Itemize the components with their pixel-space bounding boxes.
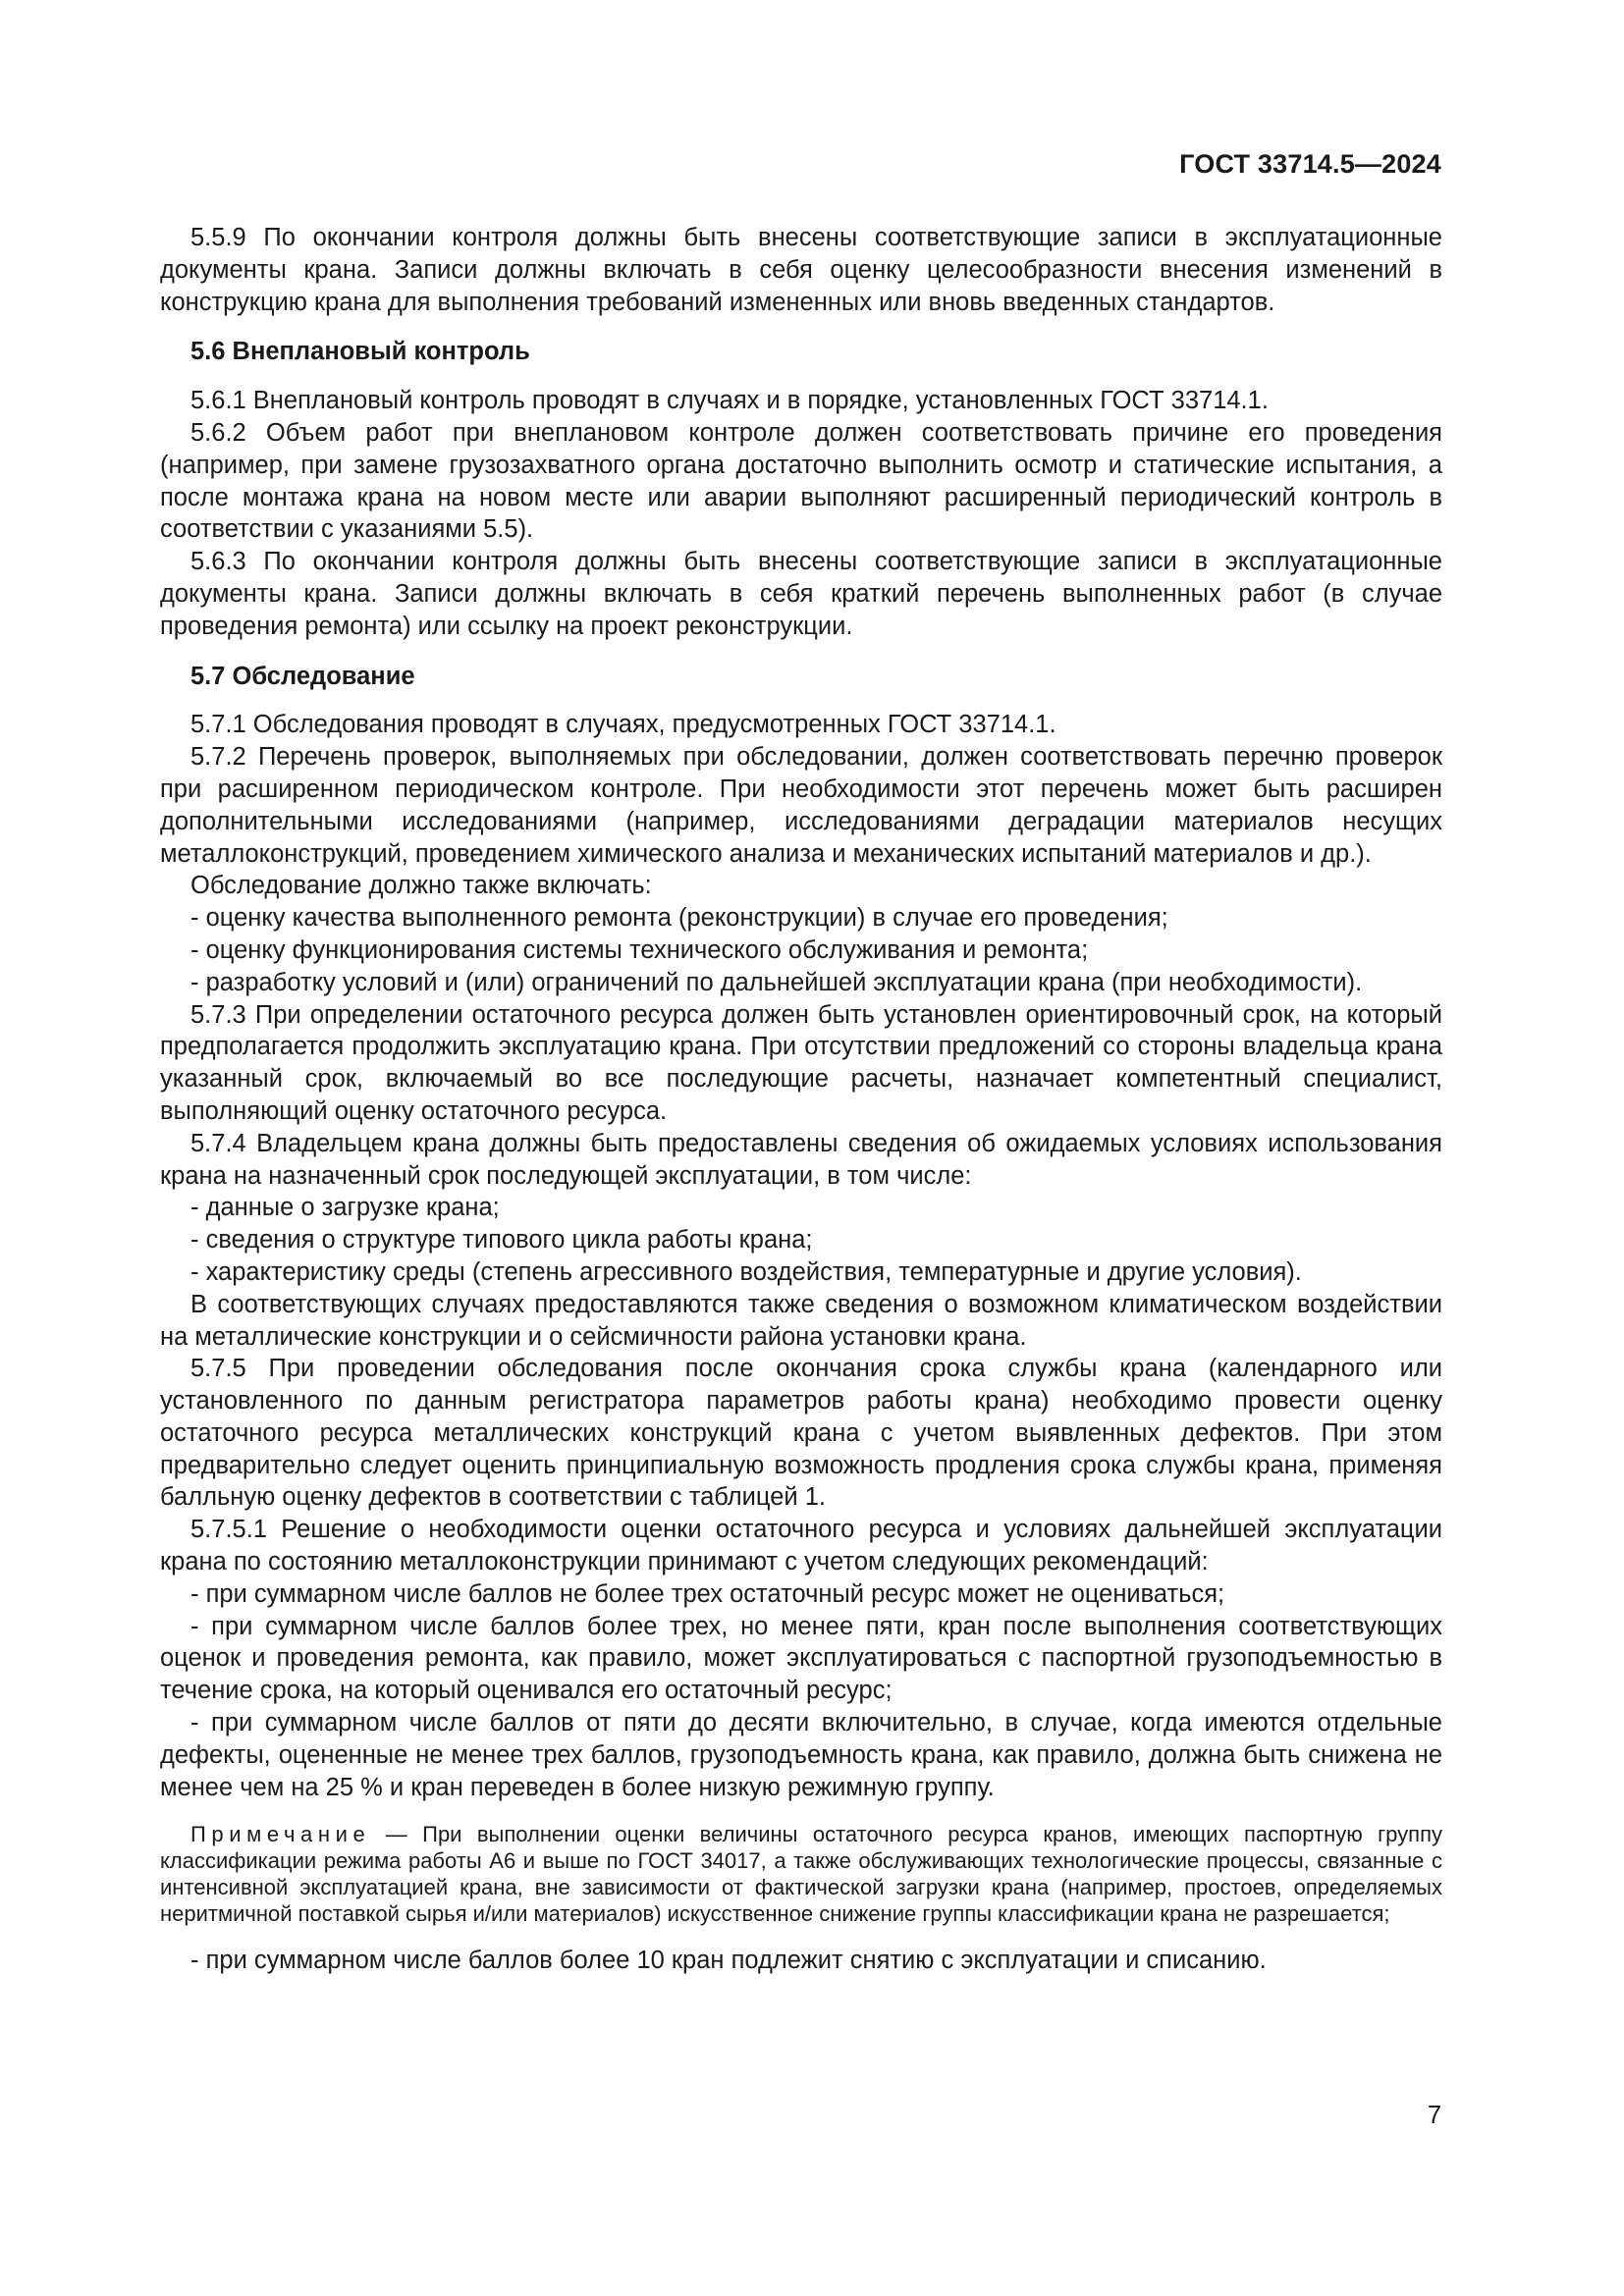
list-item: - оценку функционирования системы технического обслуживания и ремонта; (190, 935, 1089, 964)
paragraph-5-7-1: 5.7.1 Обследования проводят в случаях, предусмотренных ГОСТ 33714.1. (190, 711, 1056, 739)
paragraph-5-7-4: 5.7.4 Владельцем крана должны быть предоставлены сведения об ожидаемых условиях использования крана на назначенный срок последующей эксплуатации, в том числе: (160, 1129, 1442, 1190)
paragraph-5-7-3: 5.7.3 При определении остаточного ресурса должен быть установлен ориентировочный срок, на который предполагается продолжить эксплуатацию крана. При отсутствии предложений со стороны владельца крана указанный срок, включаемый во все последующие расчеты, назначает компетентный специалист, выполняющий оценку остаточного ресурса. (160, 1000, 1442, 1125)
note-label: Примечание (190, 1822, 371, 1847)
standard-header: ГОСТ 33714.5—2024 (1179, 149, 1441, 179)
section-heading-5-7: 5.7 Обследование (190, 662, 415, 690)
paragraph-climate: В соответствующих случаях предоставляются также сведения о возможном климатическом воздействии на металлические конструкции и о сейсмичности района установки крана. (160, 1290, 1442, 1351)
list-item: - при суммарном числе баллов не более трех остаточный ресурс может не оцениваться; (190, 1579, 1225, 1608)
page-number: 7 (1427, 2102, 1441, 2129)
list-item: - сведения о структуре типового цикла работы крана; (190, 1226, 813, 1255)
list-item: - характеристику среды (степень агрессивного воздействия, температурные и другие условия). (190, 1257, 1302, 1286)
note (160, 1821, 1442, 1927)
paragraph-inspection-intro: Обследование должно также включать: (190, 872, 652, 900)
list-item: - данные о загрузке крана; (190, 1194, 500, 1222)
list-item: - при суммарном числе баллов от пяти до десяти включительно, в случае, когда имеются отдельные дефекты, оцененные не менее трех баллов, грузоподъемность крана, как правило, должна быть снижена не менее чем на 25 % и кран переведен в более низкую режимную группу. (160, 1709, 1442, 1801)
paragraph-5-7-5: 5.7.5 При проведении обследования после окончания срока службы крана (календарного или установленного по данным регистратора параметров работы крана) необходимо провести оценку остаточного ресурса металлических конструкций крана с учетом выявленных дефектов. При этом предварительно следует оценить принципиальную возможность продления срока службы крана, применяя балльную оценку дефектов в соответствии с таблицей 1. (160, 1355, 1442, 1512)
list-item: - при суммарном числе баллов более трех, но менее пяти, кран после выполнения соответствующих оценок и проведения ремонта, как правило, может эксплуатироваться с паспортной грузоподъемностью в течение срока, на который оценивался его остаточный ресурс; (160, 1612, 1442, 1705)
note-text: — При выполнении оценки величины остаточного ресурса кранов, имеющих паспортную группу классификации режима работы А6 и выше по ГОСТ 34017, а также обслуживающих технологические процессы, связанные с интенсивной эксплуатацией крана, вне зависимости от фактической загрузки крана (например, простоев, определяемых неритмичной поставкой сырья и/или материалов) искусственное снижение группы классификации крана не разрешается; (160, 1822, 1442, 1927)
page-content (160, 222, 1442, 1977)
paragraph-5-6-3: 5.6.3 По окончании контроля должны быть внесены соответствующие записи в эксплуатационные документы крана. Записи должны включать в себя краткий перечень выполненных работ (в случае проведения ремонта) или ссылку на проект реконструкции. (160, 548, 1442, 640)
list-item: - оценку качества выполненного ремонта (реконструкции) в случае его проведения; (190, 904, 1168, 933)
paragraph-5-7-2: 5.7.2 Перечень проверок, выполняемых при обследовании, должен соответствовать перечню проверок при расширенном периодическом контроле. При необходимости этот перечень может быть расширен дополнительными исследованиями (например, исследованиями деградации материалов несущих металлоконструкций, проведением химического анализа и механических испытаний материалов и др.). (160, 743, 1442, 868)
list-item: - разработку условий и (или) ограничений по дальнейшей эксплуатации крана (при необходимости). (190, 968, 1363, 996)
paragraph-5-6-2: 5.6.2 Объем работ при внеплановом контроле должен соответствовать причине его проведения (например, при замене грузозахватного органа достаточно выполнить осмотр и статические испытания, а после монтажа крана на новом месте или аварии выполняют расширенный периодический контроль в соответствии с указаниями 5.5). (160, 418, 1442, 544)
paragraph-5-6-1: 5.6.1 Внеплановый контроль проводят в случаях и в порядке, установленных ГОСТ 33714.1. (190, 387, 1269, 415)
paragraph-5-7-5-1: 5.7.5.1 Решение о необходимости оценки остаточного ресурса и условиях дальнейшей эксплуатации крана по состоянию металлоконструкции принимают с учетом следующих рекомендаций: (160, 1516, 1442, 1576)
paragraph-5-5-9: 5.5.9 По окончании контроля должны быть внесены соответствующие записи в эксплуатационные документы крана. Записи должны включать в себя оценку целесообразности внесения изменений в конструкцию крана для выполнения требований измененных или вновь введенных стандартов. (160, 224, 1442, 316)
section-heading-5-6: 5.6 Внеплановый контроль (190, 338, 530, 366)
list-item-final: - при суммарном числе баллов более 10 кран подлежит снятию с эксплуатации и списанию. (190, 1947, 1267, 1975)
